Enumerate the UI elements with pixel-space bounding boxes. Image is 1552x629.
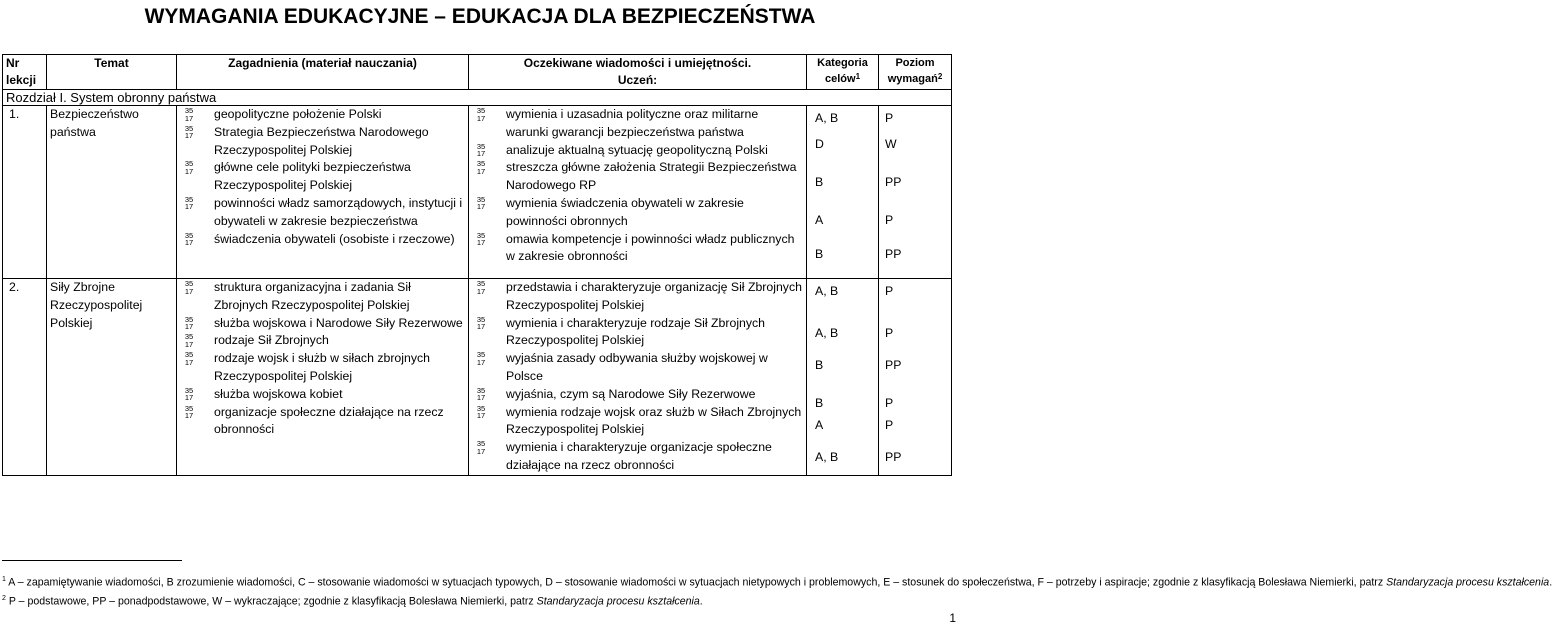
skill-item: 35 17 wyjaśnia zasady odbywania służby wojskowej w Polsce [472, 350, 803, 386]
header-nr-line2: lekcji [6, 73, 37, 87]
skill-item: 35 17 wymienia i charakteryzuje organizacje społeczne działające na rzecz obronności [472, 439, 803, 475]
bullet-marker-icon: 35 17 [184, 403, 194, 421]
chapter-title: Rozdział I. System obronny państwa [3, 90, 952, 106]
category-value: A [815, 418, 824, 432]
issue-item: 35 17 służba wojskowa kobiet [180, 386, 465, 404]
bullet-marker-icon: 35 17 [184, 106, 194, 123]
category-value: B [815, 247, 824, 261]
footnote-2: $^2$ P – podstawowe, PP – ponadpodstawowe, W – wykraczające; zgodnie z klasyfikacją Bolesława Niemierki, patrz Standaryzacja procesu kształcenia. [2, 594, 703, 608]
requirement-level [879, 106, 952, 279]
level-value: PP [885, 247, 902, 261]
bullet-marker-icon: 35 17 [184, 350, 194, 367]
level-value: P [885, 396, 894, 410]
goal-category [807, 279, 879, 476]
bullet-marker-icon: 35 17 [476, 350, 486, 367]
footnotes [2, 572, 1552, 609]
header-kategoria-line1: Kategoria [817, 57, 868, 69]
requirements-table [2, 54, 952, 476]
header-zagadnienia: Zagadnienia (materiał nauczania) [177, 55, 469, 90]
bullet-marker-icon: 35 17 [476, 385, 486, 403]
page-number: 1 [949, 611, 956, 625]
table-row [3, 106, 952, 279]
skill-item: 35 17 wymienia rodzaje wojsk oraz służb w Siłach Zbrojnych Rzeczypospolitej Polskiej [472, 404, 803, 440]
bullet-marker-icon: 35 17 [184, 314, 194, 332]
skill-item: 35 17 streszcza główne założenia Strategii Bezpieczeństwa Narodowego RP [472, 159, 803, 195]
footnote-ref-1: 1 [855, 72, 861, 81]
bullet-marker-icon: 35 17 [476, 159, 486, 176]
level-value: PP [885, 358, 902, 372]
level-value: PP [885, 175, 902, 189]
lesson-topic: Bezpieczeństwo państwa [47, 106, 177, 279]
skill-item: 35 17 przedstawia i charakteryzuje organizację Sił Zbrojnych Rzeczypospolitej Polskiej [472, 279, 803, 315]
expected-skills [469, 106, 807, 279]
table-header-row [3, 55, 952, 90]
bullet-marker-icon: 35 17 [184, 123, 194, 141]
header-oczekiwane-line1: Oczekiwane wiadomości i umiejętności. [523, 56, 752, 70]
category-value: A, B [815, 284, 839, 298]
footnote-separator [2, 560, 182, 561]
bullet-marker-icon: 35 17 [184, 159, 194, 176]
lesson-number: 1. [3, 106, 47, 279]
header-oczekiwane-line2: Uczeń: [617, 73, 658, 87]
skill-item: 35 17 wymienia i charakteryzuje rodzaje Sił Zbrojnych Rzeczypospolitej Polskiej [472, 315, 803, 351]
category-value: D [815, 137, 824, 151]
bullet-marker-icon: 35 17 [476, 279, 486, 296]
category-value: A [815, 213, 824, 227]
header-oczekiwane [469, 55, 807, 90]
bullet-marker-icon: 35 17 [184, 332, 194, 349]
issue-item: 35 17 rodzaje Sił Zbrojnych [180, 332, 465, 350]
level-value: P [885, 213, 894, 227]
category-value: B [815, 396, 824, 410]
issue-item: 35 17 geopolityczne położenie Polski [180, 106, 465, 124]
issue-item: 35 17 świadczenia obywateli (osobiste i rzeczowe) [180, 231, 465, 249]
category-value: B [815, 175, 824, 189]
bullet-marker-icon: 35 17 [476, 141, 486, 159]
level-value: P [885, 326, 894, 340]
header-poziom-line2: wymagań$^2$ [887, 72, 943, 85]
bullet-marker-icon: 35 17 [184, 385, 194, 403]
bullet-marker-icon: 35 17 [184, 279, 194, 296]
lesson-topic: Siły Zbrojne Rzeczypospolitej Polskiej [47, 279, 177, 476]
page-title: WYMAGANIA EDUKACYJNE – EDUKACJA DLA BEZPIECZEŃSTWA [144, 5, 816, 28]
header-kategoria [807, 55, 879, 90]
bullet-marker-icon: 35 17 [476, 439, 486, 456]
bullet-marker-icon: 35 17 [184, 194, 194, 212]
topic-issues [177, 279, 469, 476]
skill-item: 35 17 omawia kompetencje i powinności władz publicznych w zakresie obronności [472, 231, 803, 267]
footnote-ref-2: 2 [937, 72, 943, 81]
skill-item: 35 17 wymienia i uzasadnia polityczne oraz militarne warunki gwarancji bezpieczeństwa państwa [472, 106, 803, 142]
table-row [3, 279, 952, 476]
header-nr-line1: Nr [6, 56, 20, 70]
skill-item: 35 17 wymienia świadczenia obywateli w zakresie powinności obronnych [472, 195, 803, 231]
category-value: A, B [815, 111, 839, 125]
issue-item: 35 17 organizacje społeczne działające na rzecz obronności [180, 404, 465, 440]
header-kategoria-line2: celów$^1$ [824, 72, 861, 85]
issue-item: 35 17 główne cele polityki bezpieczeństwa Rzeczypospolitej Polskiej [180, 159, 465, 195]
issue-item: 35 17 Strategia Bezpieczeństwa Narodowego Rzeczypospolitej Polskiej [180, 124, 465, 160]
header-poziom-line1: Poziom [895, 57, 935, 69]
level-value: P [885, 111, 894, 125]
level-value: P [885, 284, 894, 298]
bullet-marker-icon: 35 17 [184, 230, 194, 248]
level-value: P [885, 418, 894, 432]
chapter-row [3, 90, 952, 106]
bullet-marker-icon: 35 17 [476, 106, 486, 123]
bullet-marker-icon: 35 17 [476, 194, 486, 212]
skill-item: 35 17 analizuje aktualną sytuację geopolityczną Polski [472, 142, 803, 160]
bullet-marker-icon: 35 17 [476, 314, 486, 332]
goal-category [807, 106, 879, 279]
issue-item: 35 17 rodzaje wojsk i służb w siłach zbrojnych Rzeczypospolitej Polskiej [180, 350, 465, 386]
level-value: W [885, 137, 897, 151]
category-value: A, B [815, 326, 839, 340]
issue-item: 35 17 powinności władz samorządowych, instytucji i obywateli w zakresie bezpieczeństwa [180, 195, 465, 231]
expected-skills [469, 279, 807, 476]
level-value: PP [885, 450, 902, 464]
topic-issues [177, 106, 469, 279]
lesson-number: 2. [3, 279, 47, 476]
issue-item: 35 17 służba wojskowa i Narodowe Siły Rezerwowe [180, 315, 465, 333]
header-temat: Temat [47, 55, 177, 90]
header-poziom [879, 55, 952, 90]
category-value: B [815, 358, 824, 372]
bullet-marker-icon: 35 17 [476, 403, 486, 421]
skill-item: 35 17 wyjaśnia, czym są Narodowe Siły Rezerwowe [472, 386, 803, 404]
issue-item: 35 17 struktura organizacyjna i zadania Sił Zbrojnych Rzeczypospolitej Polskiej [180, 279, 465, 315]
header-nr [3, 55, 47, 90]
category-value: A, B [815, 450, 839, 464]
requirement-level [879, 279, 952, 476]
footnote-1: $^1$ A – zapamiętywanie wiadomości, B zrozumienie wiadomości, C – stosowanie wiadomości w sytuacjach typowych, D – stosowanie wiadomości w sytuacjach nietypowych i problemowych, E – stosunek do społeczeństwa, F – potrzeby i aspiracje; zgodnie z klasyfikacją Bolesława Niemierki, patrz Standaryzacja procesu kształcenia. [2, 576, 1552, 589]
bullet-marker-icon: 35 17 [476, 230, 486, 248]
